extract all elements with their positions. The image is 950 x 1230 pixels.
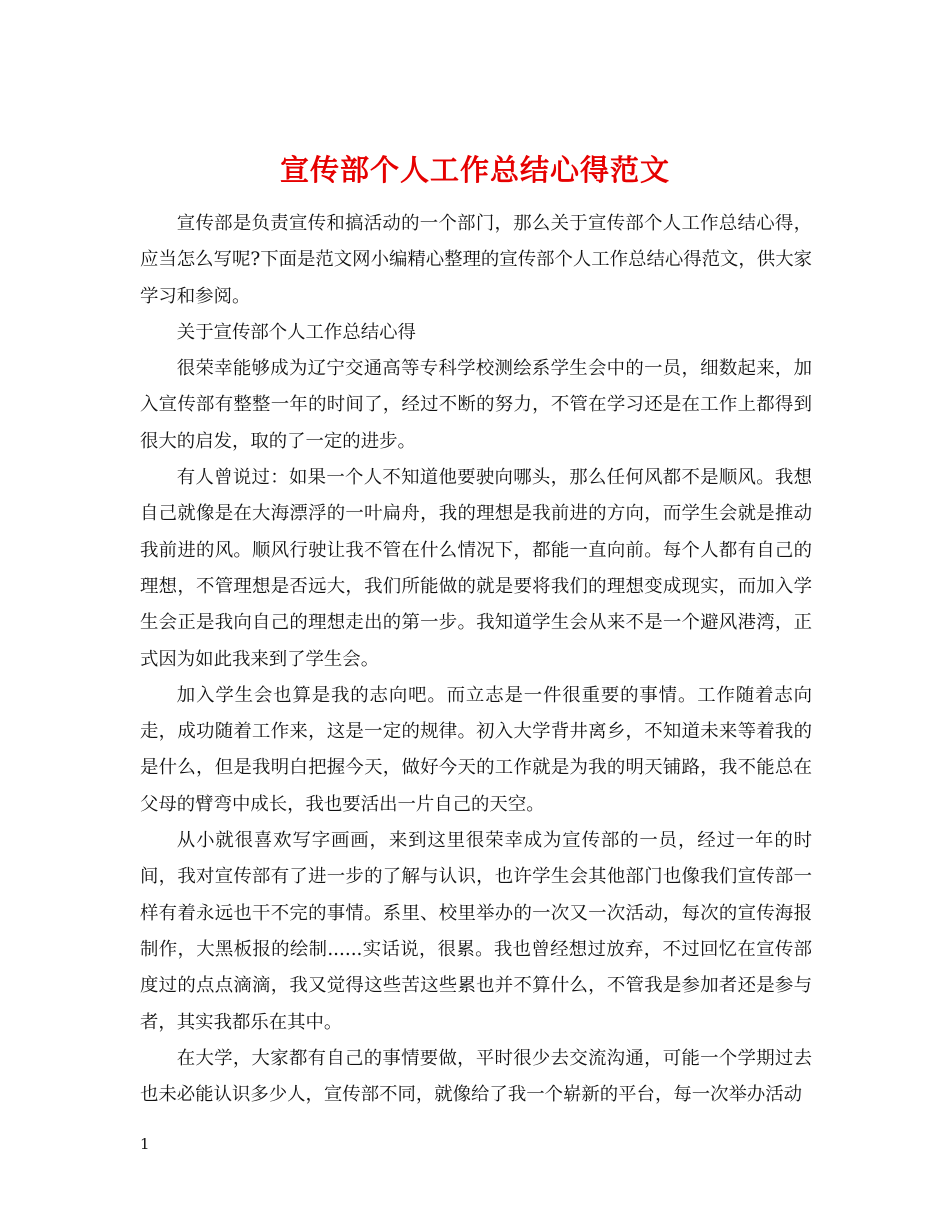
document-body: [140, 206, 812, 1113]
page-number: 1: [140, 1135, 150, 1153]
paragraph-1: 很荣幸能够成为辽宁交通高等专科学校测绘系学生会中的一员，细数起来，加入宣传部有整整一年的时间了，经过不断的努力，不管在学习还是在工作上都得到很大的启发，取的了一定的进步。: [140, 358, 812, 452]
paragraph-5: 在大学，大家都有自己的事情要做，平时很少去交流沟通，可能一个学期过去也未必能认识多少人，宣传部不同，就像给了我一个崭新的平台，每一次举办活动: [140, 1047, 812, 1106]
paragraph-intro: 宣传部是负责宣传和搞活动的一个部门，那么关于宣传部个人工作总结心得，应当怎么写呢?下面是范文网小编精心整理的宣传部个人工作总结心得范文，供大家学习和参阅。: [140, 213, 812, 307]
paragraph-subheading: 关于宣传部个人工作总结心得: [176, 321, 416, 343]
paragraph-4: 从小就很喜欢写字画画，来到这里很荣幸成为宣传部的一员，经过一年的时间，我对宣传部有了进一步的了解与认识，也许学生会其他部门也像我们宣传部一样有着永远也干不完的事情。系里、校里举办的一次又一次活动，每次的宣传海报制作，大黑板报的绘制......实话说，很累。我也曾经想过放弃，不过回忆在宣传部度过的点点滴滴，我又觉得这些苦这些累也并不算什么，不管我是参加者还是参与者，其实我都乐在其中。: [140, 830, 812, 1033]
paragraph-2: 有人曾说过：如果一个人不知道他要驶向哪头，那么任何风都不是顺风。我想自己就像是在大海漂浮的一叶扁舟，我的理想是我前进的方向，而学生会就是推动我前进的风。顺风行驶让我不管在什么情况下，都能一直向前。每个人都有自己的理想，不管理想是否远大，我们所能做的就是要将我们的理想变成现实，而加入学生会正是我向自己的理想走出的第一步。我知道学生会从来不是一个避风港湾，正式因为如此我来到了学生会。: [140, 467, 812, 670]
document-title: 宣传部个人工作总结心得范文: [279, 153, 670, 188]
paragraph-3: 加入学生会也算是我的志向吧。而立志是一件很重要的事情。工作随着志向走，成功随着工作来，这是一定的规律。初入大学背井离乡，不知道未来等着我的是什么，但是我明白把握今天，做好今天的工作就是为我的明天铺路，我不能总在父母的臂弯中成长，我也要活出一片自己的天空。: [140, 684, 812, 815]
